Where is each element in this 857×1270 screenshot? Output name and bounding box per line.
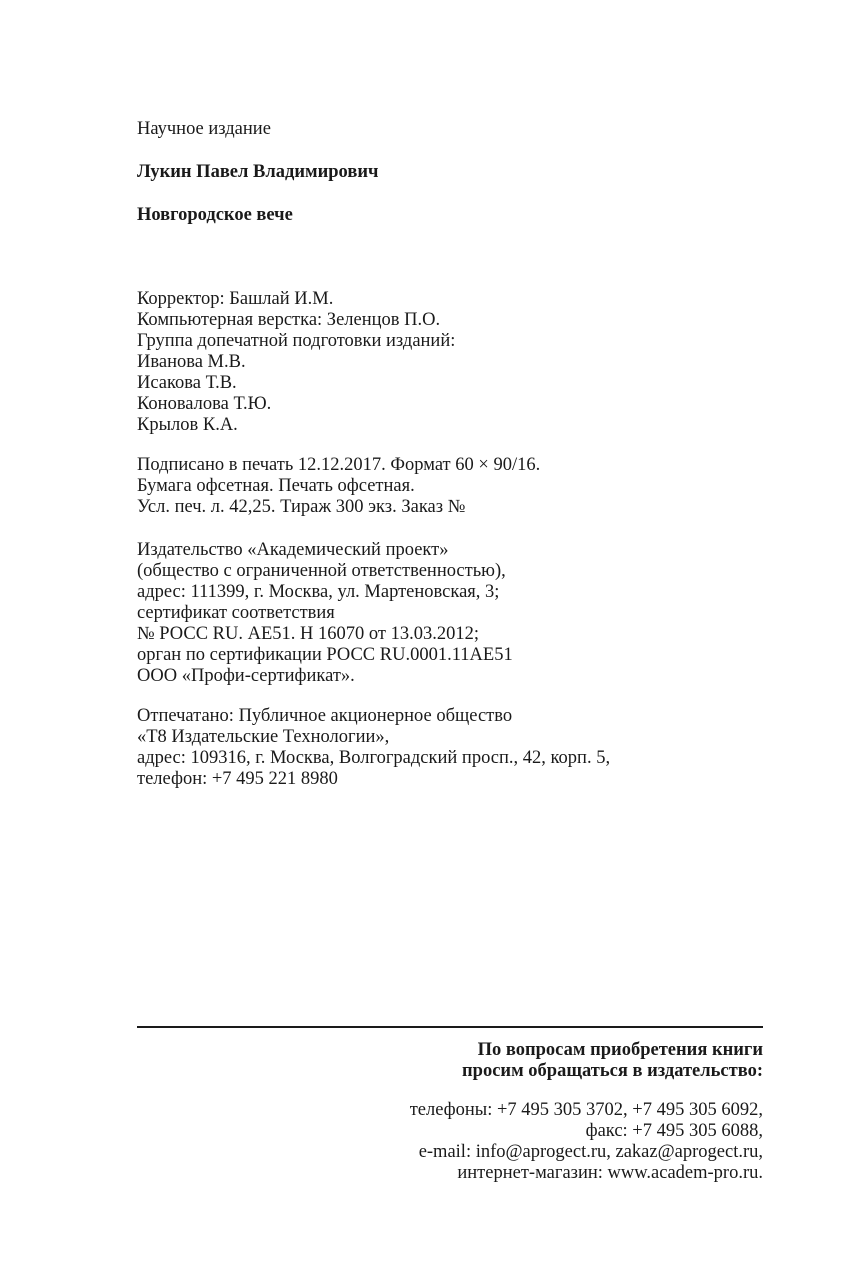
publisher-line: ООО «Профи-сертификат». (137, 666, 355, 686)
author-name: Лукин Павел Владимирович (137, 162, 379, 182)
publisher-line: Издательство «Академический проект» (137, 540, 449, 560)
print-detail-line: Бумага офсетная. Печать офсетная. (137, 476, 415, 496)
imprint-page (137, 0, 763, 1270)
staff-line: Коновалова Т.Ю. (137, 394, 272, 414)
contact-info-line: телефоны: +7 495 305 3702, +7 495 305 6092, (409, 1100, 763, 1120)
contact-info-line: e-mail: info@aprogect.ru, zakaz@aprogect.ru, (418, 1142, 763, 1162)
staff-line: Исакова Т.В. (137, 373, 237, 393)
staff-line: Компьютерная верстка: Зеленцов П.О. (137, 310, 441, 330)
printer-line: телефон: +7 495 221 8980 (137, 769, 338, 789)
contact-heading-line: По вопросам приобретения книги (477, 1040, 763, 1060)
staff-line: Иванова М.В. (137, 352, 246, 372)
staff-line: Крылов К.А. (137, 415, 238, 435)
publisher-line: № РОСС RU. АЕ51. Н 16070 от 13.03.2012; (137, 624, 480, 644)
staff-line: Группа допечатной подготовки изданий: (137, 331, 456, 351)
contact-heading (462, 1040, 763, 1082)
printer-line: адрес: 109316, г. Москва, Волгоградский просп., 42, корп. 5, (137, 748, 611, 768)
contact-info-line: интернет-магазин: www.academ-pro.ru. (457, 1163, 763, 1183)
print-details (137, 455, 540, 518)
series-label: Научное издание (137, 119, 271, 139)
publisher-line: адрес: 111399, г. Москва, ул. Мартеновская, 3; (137, 582, 500, 602)
printer-line: Отпечатано: Публичное акционерное общество (137, 706, 513, 726)
publisher-line: (общество с ограниченной ответственностью), (137, 561, 506, 581)
book-title: Новгородское вече (137, 205, 293, 225)
contact-heading-line: просим обращаться в издательство: (462, 1061, 763, 1081)
print-detail-line: Усл. печ. л. 42,25. Тираж 300 экз. Заказ № (137, 497, 466, 517)
contact-info-line: факс: +7 495 305 6088, (585, 1121, 763, 1141)
publisher-info (137, 540, 513, 687)
print-detail-line: Подписано в печать 12.12.2017. Формат 60 × 90/16. (137, 455, 541, 475)
staff-line: Корректор: Башлай И.М. (137, 289, 334, 309)
contact-info (410, 1100, 763, 1184)
printer-line: «Т8 Издательские Технологии», (137, 727, 390, 747)
publisher-line: орган по сертификации РОСС RU.0001.11АЕ51 (137, 645, 513, 665)
printer-info (137, 706, 610, 790)
divider-rule (137, 1026, 763, 1028)
publisher-line: сертификат соответствия (137, 603, 335, 623)
staff-credits (137, 289, 455, 436)
